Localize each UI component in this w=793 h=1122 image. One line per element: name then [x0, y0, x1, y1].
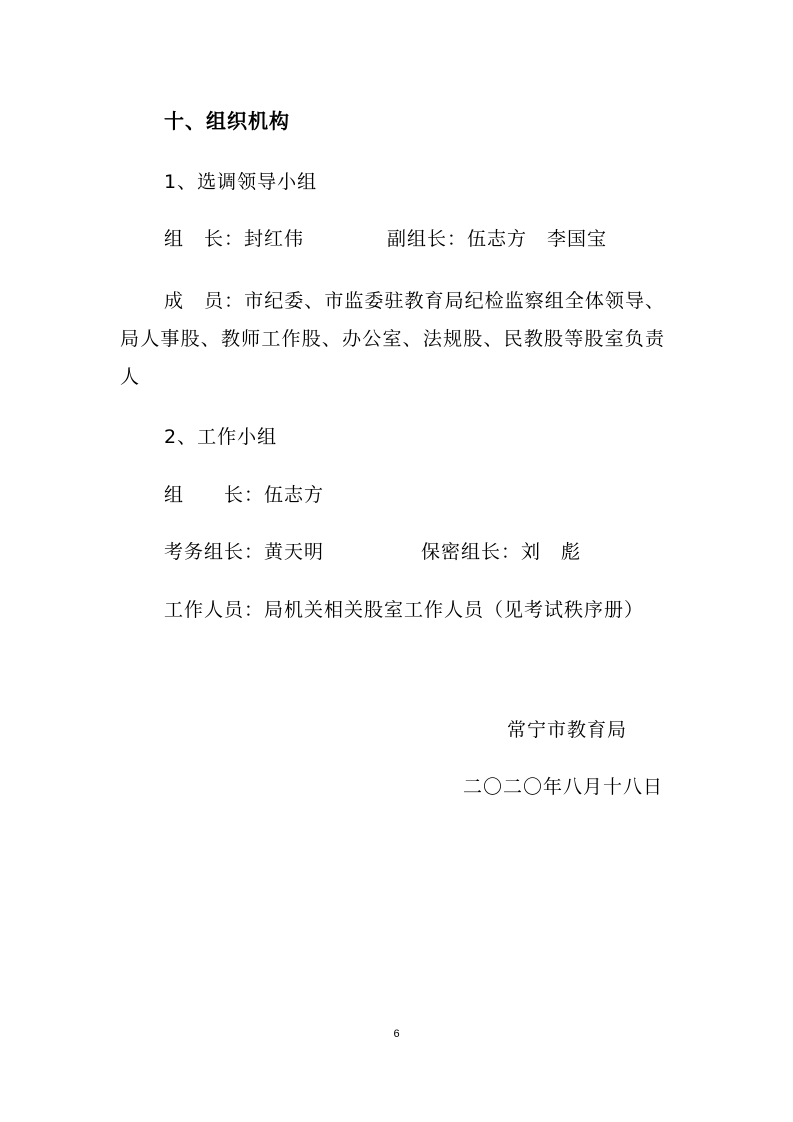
group2-title: 2、工作小组 [164, 426, 278, 448]
group1-deputy: 副组长：伍志方 李国宝 [387, 228, 608, 250]
page-number: 6 [393, 1028, 400, 1040]
signature-org: 常宁市教育局 [507, 719, 628, 741]
group1-title: 1、选调领导小组 [164, 171, 318, 193]
group2-exam-leader: 考务组长：黄天明 [164, 541, 325, 563]
group2-leader: 组 长：伍志方 [164, 484, 325, 506]
group1-members: 成 员：市纪委、市监委驻教育局纪检监察组全体领导、局人事股、教师工作股、办公室、法规股、民教股等股室负责人 [120, 290, 665, 388]
group2-staff: 工作人员：局机关相关股室工作人员（见考试秩序册） [164, 599, 645, 621]
section-heading: 十、组织机构 [164, 109, 290, 133]
signature-date: 二〇二〇年八月十八日 [463, 776, 664, 798]
group1-leader: 组 长：封红伟 [164, 228, 305, 250]
group2-secrecy-leader: 保密组长：刘 彪 [421, 541, 582, 563]
